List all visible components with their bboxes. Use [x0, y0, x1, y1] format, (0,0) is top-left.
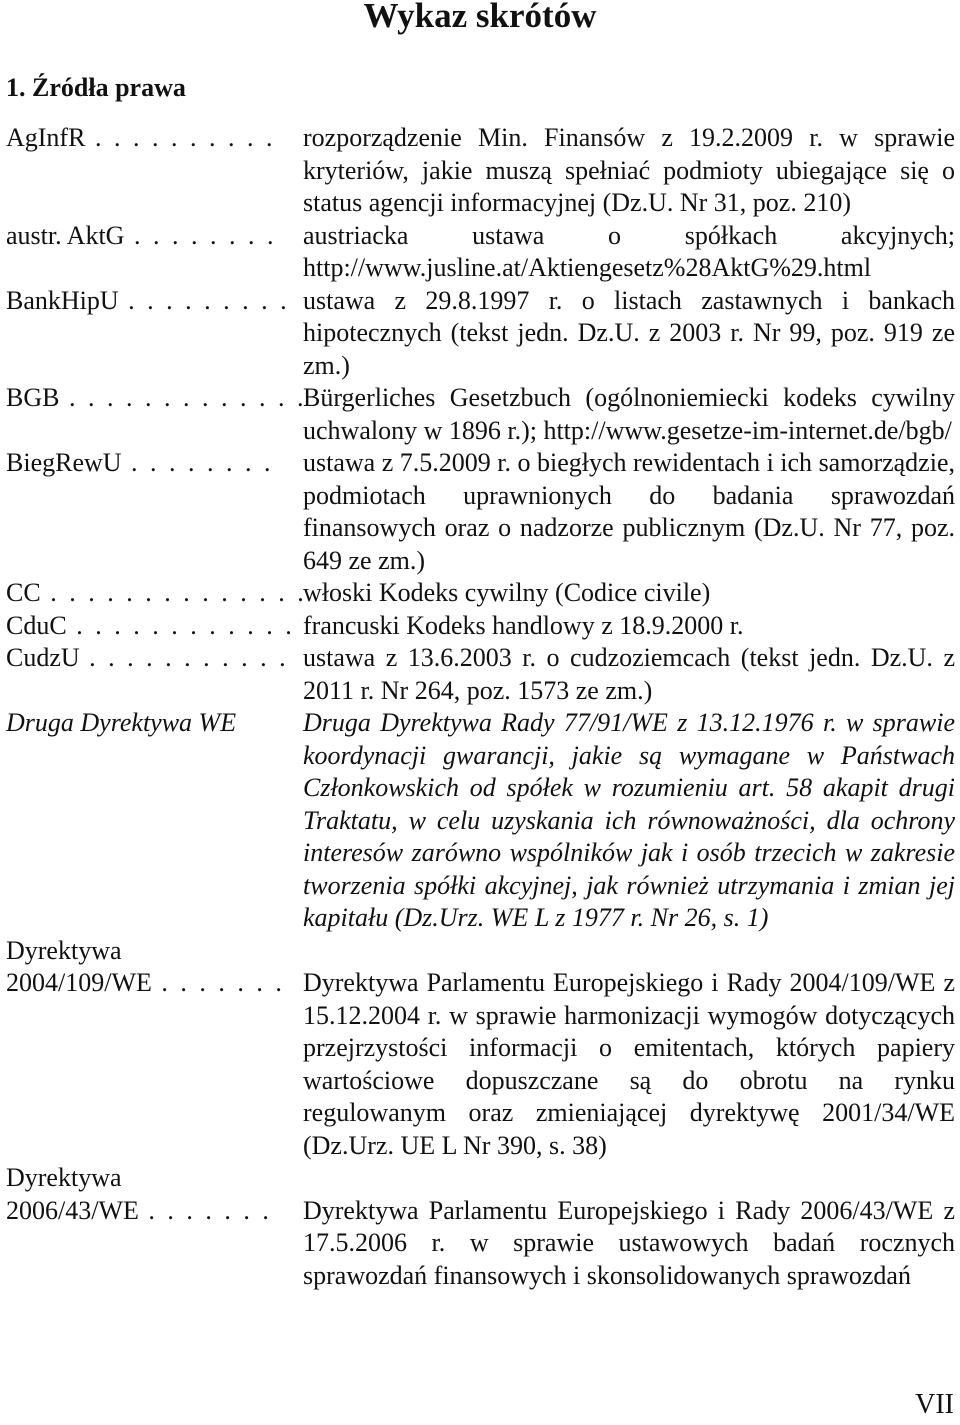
abbreviation-entry-biegrewu	[6, 447, 956, 577]
abbreviation-entry-dyrektywa-2006-43-we	[6, 1162, 956, 1292]
abbreviation-entry-aginfr	[6, 122, 956, 220]
abbreviation-term: BankHipU . . . . . . . . .	[6, 285, 290, 315]
abbreviation-term: CduC . . . . . . . . . . . .	[6, 610, 295, 640]
abbreviation-definition: austriacka ustawa o spółkach akcyjnych; http://www.jusline.at/Aktiengesetz%28AktG%29.html	[303, 220, 955, 282]
abbreviation-definition: Druga Dyrektywa Rady 77/91/WE z 13.12.1976 r. w sprawie koordynacji gwarancji, jakie są wymagane w Państwach Członkowskich od spółek w rozumieniu art. 58 akapit drugi Traktatu, w celu uzyskania ich równoważności, dla ochrony interesów zarówno wspólników jak i osób trzecich w zakresie tworzenia spółki akcyjnej, jak również utrzymania i zmian jej kapitału (Dz.Urz. WE L z 1977 r. Nr 26, s. 1)	[303, 708, 955, 932]
abbreviation-entry-bankhipu	[6, 285, 956, 383]
abbreviation-definition: ustawa z 13.6.2003 r. o cudzoziemcach (tekst jedn. Dz.U. z 2011 r. Nr 264, poz. 1573 ze zm.)	[303, 643, 955, 705]
abbreviation-entry-cudzu	[6, 642, 956, 707]
abbreviation-definition: rozporządzenie Min. Finansów z 19.2.2009 r. w sprawie kryteriów, jakie muszą spełniać podmioty ubiegające się o status agencji informacyjnej (Dz.U. Nr 31, poz. 210)	[303, 123, 955, 217]
abbreviation-definition: Bürgerliches Gesetzbuch (ogólnoniemiecki kodeks cywilny uchwalony w 1896 r.); http://www.gesetze-im-internet.de/bgb/	[303, 383, 955, 445]
section-heading: 1. Źródła prawa	[6, 73, 186, 102]
abbreviation-list	[6, 122, 956, 1292]
abbreviation-definition: Dyrektywa Parlamentu Europejskiego i Rady 2006/43/WE z 17.5.2006 r. w sprawie ustawowych badań rocznych sprawozdań finansowych i skonsolidowanych sprawozdań	[303, 1195, 955, 1290]
abbreviation-term: Druga Dyrektywa WE	[6, 708, 237, 737]
abbreviation-definition: Dyrektywa Parlamentu Europejskiego i Rady 2004/109/WE z 15.12.2004 r. w sprawie harmonizacji wymogów dotyczących przejrzystości informacji o emitentach, których papiery wartościowe dopuszczane są do obrotu na rynku regulowanym oraz zmieniającej dyrektywę 2001/34/WE (Dz.Urz. UE L Nr 390, s. 38)	[303, 968, 955, 1160]
abbreviation-entry-bgb	[6, 382, 956, 447]
abbreviation-entry-druga-dyrektywa-we	[6, 707, 956, 935]
abbreviation-term: BGB . . . . . . . . . . . . .	[6, 383, 307, 412]
abbreviation-term: Dyrektywa 2006/43/WE . . . . . . .	[6, 1163, 272, 1225]
abbreviation-term: CC . . . . . . . . . . . . . .	[6, 578, 307, 607]
abbreviation-definition: ustawa z 29.8.1997 r. o listach zastawnych i bankach hipotecznych (tekst jedn. Dz.U. z 2003 r. Nr 99, poz. 919 ze zm.)	[303, 285, 955, 380]
abbreviation-entry-dyrektywa-2004-109-we	[6, 935, 956, 1163]
abbreviation-definition: ustawa z 7.5.2009 r. o biegłych rewidentach i ich samorządzie, podmiotach uprawnionych do badania sprawozdań finansowych oraz o nadzorze publicznym (Dz.U. Nr 77, poz. 649 ze zm.)	[303, 448, 955, 575]
abbreviation-term: Dyrektywa 2004/109/WE . . . . . . .	[6, 935, 285, 997]
abbreviation-term: austr. AktG . . . . . . . .	[6, 220, 277, 250]
abbreviation-definition: francuski Kodeks handlowy z 18.9.2000 r.	[303, 610, 744, 640]
abbreviation-entry-cc	[6, 577, 956, 610]
page-title: Wykaz skrótów	[363, 0, 597, 35]
abbreviation-term: BiegRewU . . . . . . . .	[6, 448, 274, 477]
abbreviation-entry-cduc	[6, 610, 956, 643]
abbreviation-entry-austr-aktg	[6, 220, 956, 285]
abbreviation-term: CudzU . . . . . . . . . . .	[6, 643, 289, 672]
abbreviation-definition: włoski Kodeks cywilny (Codice civile)	[303, 578, 711, 607]
page-number: VII	[915, 1389, 954, 1420]
abbreviation-term: AgInfR . . . . . . . . . .	[6, 123, 276, 152]
